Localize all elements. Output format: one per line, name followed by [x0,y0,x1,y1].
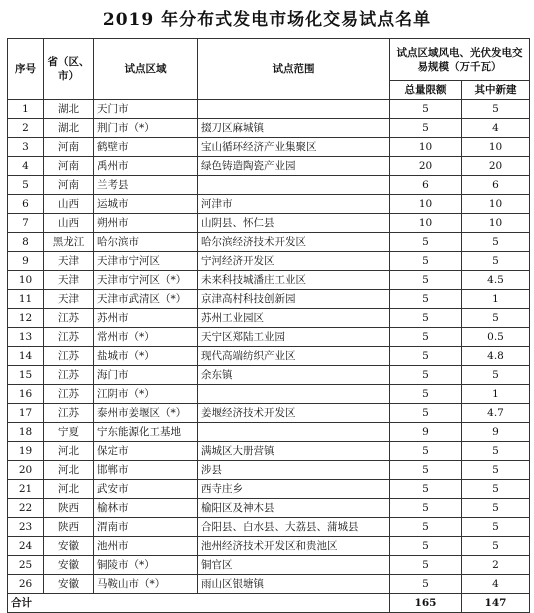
row-province: 河北 [44,480,94,499]
row-scope: 山阴县、怀仁县 [198,214,390,233]
row-index: 13 [8,328,44,347]
row-region: 马鞍山市（*） [94,575,198,594]
row-index: 16 [8,385,44,404]
row-region: 保定市 [94,442,198,461]
row-new-built: 5 [462,518,530,537]
row-total-limit: 5 [390,233,462,252]
table-row [8,233,530,252]
row-scope: 西寺庄乡 [198,480,390,499]
row-index: 10 [8,271,44,290]
row-scope: 哈尔滨经济技术开发区 [198,233,390,252]
row-province: 江苏 [44,347,94,366]
row-scope: 宝山循环经济产业集聚区 [198,138,390,157]
row-total-limit: 5 [390,328,462,347]
total-new: 147 [462,594,530,613]
row-total-limit: 5 [390,347,462,366]
row-region: 常州市（*） [94,328,198,347]
table-row [8,328,530,347]
table-row [8,157,530,176]
row-province: 湖北 [44,119,94,138]
table-row [8,404,530,423]
row-region: 荆门市（*） [94,119,198,138]
row-new-built: 5 [462,366,530,385]
row-total-limit: 5 [390,480,462,499]
row-new-built: 5 [462,461,530,480]
row-new-built: 5 [462,252,530,271]
row-index: 8 [8,233,44,252]
table-row [8,119,530,138]
row-new-built: 2 [462,556,530,575]
table-row [8,271,530,290]
row-region: 海门市 [94,366,198,385]
row-scope: 满城区大册营镇 [198,442,390,461]
row-scope: 榆阳区及神木县 [198,499,390,518]
table-row [8,100,530,119]
table-row [8,556,530,575]
row-region: 天津市宁河区 [94,252,198,271]
row-region: 邯郸市 [94,461,198,480]
row-region: 榆林市 [94,499,198,518]
row-total-limit: 5 [390,518,462,537]
row-new-built: 5 [462,537,530,556]
header-region: 试点区域 [94,39,198,100]
row-scope: 京津高村科技创新园 [198,290,390,309]
row-scope: 姜堰经济技术开发区 [198,404,390,423]
row-province: 河北 [44,442,94,461]
row-index: 1 [8,100,44,119]
row-index: 2 [8,119,44,138]
row-scope [198,385,390,404]
row-region: 运城市 [94,195,198,214]
row-total-limit: 5 [390,252,462,271]
row-total-limit: 5 [390,442,462,461]
row-province: 江苏 [44,309,94,328]
row-total-limit: 5 [390,461,462,480]
row-index: 19 [8,442,44,461]
row-total-limit: 5 [390,556,462,575]
row-region: 天津市宁河区（*） [94,271,198,290]
row-province: 江苏 [44,366,94,385]
table-row [8,480,530,499]
table-row [8,138,530,157]
header-new-built: 其中新建 [462,81,530,100]
row-scope: 雨山区银塘镇 [198,575,390,594]
row-province: 山西 [44,214,94,233]
row-scope: 现代高端纺织产业区 [198,347,390,366]
row-total-limit: 5 [390,309,462,328]
row-total-limit: 5 [390,537,462,556]
row-scope: 未来科技城潘庄工业区 [198,271,390,290]
row-province: 河北 [44,461,94,480]
row-scope: 掇刀区麻城镇 [198,119,390,138]
row-total-limit: 5 [390,575,462,594]
row-new-built: 10 [462,214,530,233]
row-province: 河南 [44,138,94,157]
row-index: 23 [8,518,44,537]
table-row [8,461,530,480]
row-region: 宁东能源化工基地 [94,423,198,442]
row-total-limit: 10 [390,195,462,214]
row-scope: 苏州工业园区 [198,309,390,328]
row-scope: 池州经济技术开发区和贵池区 [198,537,390,556]
row-new-built: 20 [462,157,530,176]
row-total-limit: 5 [390,385,462,404]
row-province: 江苏 [44,328,94,347]
row-province: 江苏 [44,385,94,404]
row-index: 3 [8,138,44,157]
row-scope: 合阳县、白水县、大荔县、蒲城县 [198,518,390,537]
row-province: 宁夏 [44,423,94,442]
table-row [8,499,530,518]
table-row [8,176,530,195]
pilot-table [7,38,530,613]
table-row [8,575,530,594]
row-province: 江苏 [44,404,94,423]
row-region: 天津市武清区（*） [94,290,198,309]
row-scope [198,176,390,195]
table-row [8,442,530,461]
table-row [8,385,530,404]
row-index: 22 [8,499,44,518]
row-new-built: 4 [462,575,530,594]
header-province: 省（区、市） [44,39,94,100]
table-row [8,423,530,442]
row-total-limit: 5 [390,499,462,518]
row-index: 14 [8,347,44,366]
row-scope: 天宁区郑陆工业园 [198,328,390,347]
row-region: 兰考县 [94,176,198,195]
row-province: 陕西 [44,518,94,537]
row-total-limit: 10 [390,138,462,157]
row-province: 山西 [44,195,94,214]
row-total-limit: 6 [390,176,462,195]
row-new-built: 5 [462,233,530,252]
row-province: 黑龙江 [44,233,94,252]
total-row [8,594,530,613]
row-region: 泰州市姜堰区（*） [94,404,198,423]
row-total-limit: 5 [390,404,462,423]
row-total-limit: 10 [390,214,462,233]
table-row [8,252,530,271]
row-province: 天津 [44,271,94,290]
row-province: 河南 [44,157,94,176]
row-new-built: 10 [462,195,530,214]
row-province: 陕西 [44,499,94,518]
row-new-built: 5 [462,480,530,499]
row-scope: 余东镇 [198,366,390,385]
row-region: 天门市 [94,100,198,119]
table-row [8,366,530,385]
row-new-built: 0.5 [462,328,530,347]
row-total-limit: 9 [390,423,462,442]
row-total-limit: 5 [390,271,462,290]
row-total-limit: 5 [390,290,462,309]
row-index: 26 [8,575,44,594]
row-index: 17 [8,404,44,423]
row-region: 鹤壁市 [94,138,198,157]
row-new-built: 4 [462,119,530,138]
row-new-built: 6 [462,176,530,195]
row-scope [198,100,390,119]
row-new-built: 4.7 [462,404,530,423]
row-index: 7 [8,214,44,233]
row-new-built: 5 [462,499,530,518]
row-province: 安徽 [44,537,94,556]
row-region: 盐城市（*） [94,347,198,366]
row-new-built: 4.8 [462,347,530,366]
row-region: 朔州市 [94,214,198,233]
row-province: 天津 [44,252,94,271]
row-scope: 河津市 [198,195,390,214]
row-new-built: 1 [462,385,530,404]
row-index: 4 [8,157,44,176]
row-province: 安徽 [44,575,94,594]
row-province: 天津 [44,290,94,309]
row-region: 渭南市 [94,518,198,537]
row-new-built: 4.5 [462,271,530,290]
row-index: 20 [8,461,44,480]
row-total-limit: 20 [390,157,462,176]
row-region: 江阴市（*） [94,385,198,404]
row-index: 6 [8,195,44,214]
table-body [8,100,530,594]
table-row [8,537,530,556]
total-limit: 165 [390,594,462,613]
table-row [8,214,530,233]
row-index: 9 [8,252,44,271]
header-scale: 试点区域风电、光伏发电交易规模（万千瓦） [390,39,530,81]
row-total-limit: 5 [390,100,462,119]
row-new-built: 10 [462,138,530,157]
row-region: 武安市 [94,480,198,499]
total-label: 合计 [8,594,390,613]
row-region: 铜陵市（*） [94,556,198,575]
table-row [8,347,530,366]
table-row [8,290,530,309]
row-index: 24 [8,537,44,556]
row-new-built: 5 [462,100,530,119]
row-index: 25 [8,556,44,575]
table-row [8,309,530,328]
row-province: 河南 [44,176,94,195]
table-row [8,518,530,537]
page-title: 2019 年分布式发电市场化交易试点名单 [102,10,432,30]
row-scope: 宁河经济开发区 [198,252,390,271]
header-scope: 试点范围 [198,39,390,100]
row-index: 12 [8,309,44,328]
row-new-built: 9 [462,423,530,442]
row-total-limit: 5 [390,366,462,385]
row-province: 湖北 [44,100,94,119]
row-index: 5 [8,176,44,195]
row-scope: 涉县 [198,461,390,480]
row-province: 安徽 [44,556,94,575]
row-index: 15 [8,366,44,385]
row-index: 18 [8,423,44,442]
row-scope: 绿色铸造陶瓷产业园 [198,157,390,176]
row-scope [198,423,390,442]
row-region: 哈尔滨市 [94,233,198,252]
row-new-built: 1 [462,290,530,309]
table-row [8,195,530,214]
row-region: 池州市 [94,537,198,556]
row-new-built: 5 [462,442,530,461]
header-total-limit: 总量限额 [390,81,462,100]
row-scope: 铜官区 [198,556,390,575]
row-new-built: 5 [462,309,530,328]
header-index: 序号 [8,39,44,100]
row-index: 21 [8,480,44,499]
row-region: 禹州市 [94,157,198,176]
row-region: 苏州市 [94,309,198,328]
row-index: 11 [8,290,44,309]
row-total-limit: 5 [390,119,462,138]
